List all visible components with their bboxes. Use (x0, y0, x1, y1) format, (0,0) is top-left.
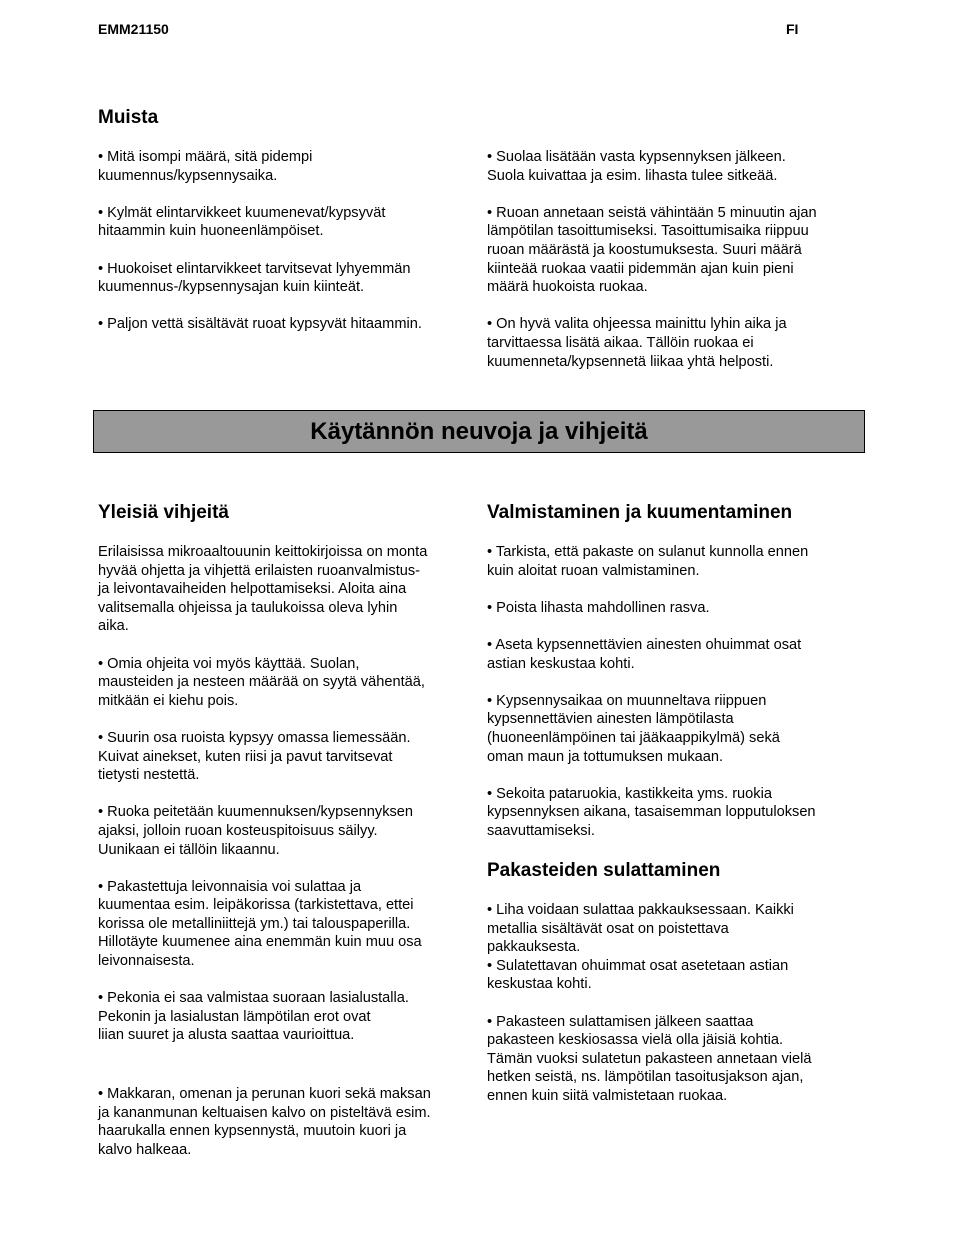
valmistaminen-paragraph: • Tarkista, että pakaste on sulanut kunnolla ennen kuin aloitat ruoan valmistaminen. (487, 544, 809, 579)
sulattaminen-paragraph: • Liha voidaan sulattaa pakkauksessaan. Kaikki metallia sisältävät osat on poistettava pakkauksesta. • Sulatettavan ohuimmat osat asetetaan astian keskustaa kohti. (487, 902, 794, 993)
muista-left-item: • Kylmät elintarvikkeet kuumenevat/kypsyvät hitaammin kuin huoneenlämpöiset. (98, 204, 386, 240)
muista-right-item: • Suolaa lisätään vasta kypsennyksen jälkeen. Suola kuivattaa ja esim. lihasta tulee sitkeää. (487, 149, 786, 184)
muista-right-item: • Ruoan annetaan seistä vähintään 5 minuutin ajan lämpötilan tasoittumiseksi. Tasoittumisaika riippuu ruoan määrästä ja koostumuksesta. Suuri määrä kiinteää ruokaa vaatii pidemmän ajan kuin pieni määrä huokoista ruokaa. (487, 204, 817, 296)
yleisia-paragraph: • Pakastettuja leivonnaisia voi sulattaa ja kuumentaa esim. leipäkorissa (tarkistettava, ettei korissa ole metalliniittejä ym.) tai talouspaperilla. Hillotäyte kuumenee aina enemmän kuin muu osa leivonnaisesta. (98, 878, 422, 970)
yleisia-paragraph: • Pekonia ei saa valmistaa suoraan lasialustalla. Pekonin ja lasialustan lämpötilan erot ovat liian suuret ja alusta saattaa vaurioittua. (98, 990, 409, 1044)
yleisia-paragraph: • Omia ohjeita voi myös käyttää. Suolan, mausteiden ja nesteen määrää on syytä vähentää, mitkään ei kiehu pois. (98, 655, 425, 709)
yleisia-column (98, 543, 473, 1178)
valmistaminen-heading: Valmistaminen ja kuumentaminen (487, 502, 793, 523)
muista-left-item: • Paljon vettä sisältävät ruoat kypsyvät hitaammin. (98, 316, 422, 333)
valmistaminen-paragraph: • Poista lihasta mahdollinen rasva. (487, 599, 710, 616)
sulattaminen-paragraph: • Pakasteen sulattamisen jälkeen saattaa pakasteen keskiosassa vielä olla jäisiä kohtia. Tämän vuoksi sulatetun pakasteen annetaan vielä hetken seistä, ns. lämpötilan tasoitusjakson ajan, ennen kuin siitä valmistetaan ruokaa. (487, 1013, 812, 1104)
banner-title: Käytännön neuvoja ja vihjeitä (310, 417, 648, 445)
yleisia-paragraph: Erilaisissa mikroaaltouunin keittokirjoissa on monta hyvää ohjetta ja vihjettä erilaisten ruoanvalmistus- ja leivontavaiheiden helpottamiseksi. Aloita aina valitsemalla ohjeissa ja taulukoissa oleva lyhin aika. (98, 544, 428, 635)
yleisia-paragraph: • Makkaran, omenan ja perunan kuori sekä maksan ja kananmunan keltuaisen kalvo on pisteltävä esim. haarukalla ennen kypsennystä, muutoin kuori ja kalvo halkeaa. (98, 1086, 431, 1158)
sulattaminen-column (487, 901, 862, 1124)
yleisia-paragraph: • Ruoka peitetään kuumennuksen/kypsennyksen ajaksi, jolloin ruoan kosteuspitoisuus säilyy. Uunikaan ei tällöin likaannu. (98, 804, 414, 858)
muista-right-item: • On hyvä valita ohjeessa mainittu lyhin aika ja tarvittaessa lisätä aikaa. Tällöin ruokaa ei kuumenneta/kypsennetä liikaa yhtä helposti. (487, 316, 787, 370)
language-code: FI (786, 21, 799, 37)
section-banner (93, 410, 865, 453)
model-number: EMM21150 (98, 21, 169, 37)
muista-left-item: • Huokoiset elintarvikkeet tarvitsevat lyhyemmän kuumennus-/kypsennysajan kuin kiinteät. (98, 260, 411, 296)
muista-right-column (487, 148, 862, 390)
muista-left-column (98, 148, 470, 353)
yleisia-paragraph: • Suurin osa ruoista kypsyy omassa liemessään. Kuivat ainekset, kuten riisi ja pavut tarvitsevat tietysti nestettä. (98, 729, 411, 784)
valmistaminen-paragraph: • Aseta kypsennettävien ainesten ohuimmat osat astian keskustaa kohti. (487, 636, 802, 672)
valmistaminen-column (487, 543, 862, 859)
muista-heading: Muista (98, 107, 159, 128)
muista-left-item: • Mitä isompi määrä, sitä pidempi kuumennus/kypsennysaika. (98, 149, 313, 184)
yleisia-heading: Yleisiä vihjeitä (98, 502, 229, 523)
valmistaminen-paragraph: • Sekoita pataruokia, kastikkeita yms. ruokia kypsennyksen aikana, tasaisemman lopputuloksen saavuttamiseksi. (487, 785, 816, 839)
valmistaminen-paragraph: • Kypsennysaikaa on muunneltava riippuen kypsennettävien ainesten lämpötilasta (huoneenlämpöinen tai jääkaappikylmä) sekä oman maun ja tottumuksen mukaan. (487, 692, 780, 765)
sulattaminen-heading: Pakasteiden sulattaminen (487, 860, 721, 881)
